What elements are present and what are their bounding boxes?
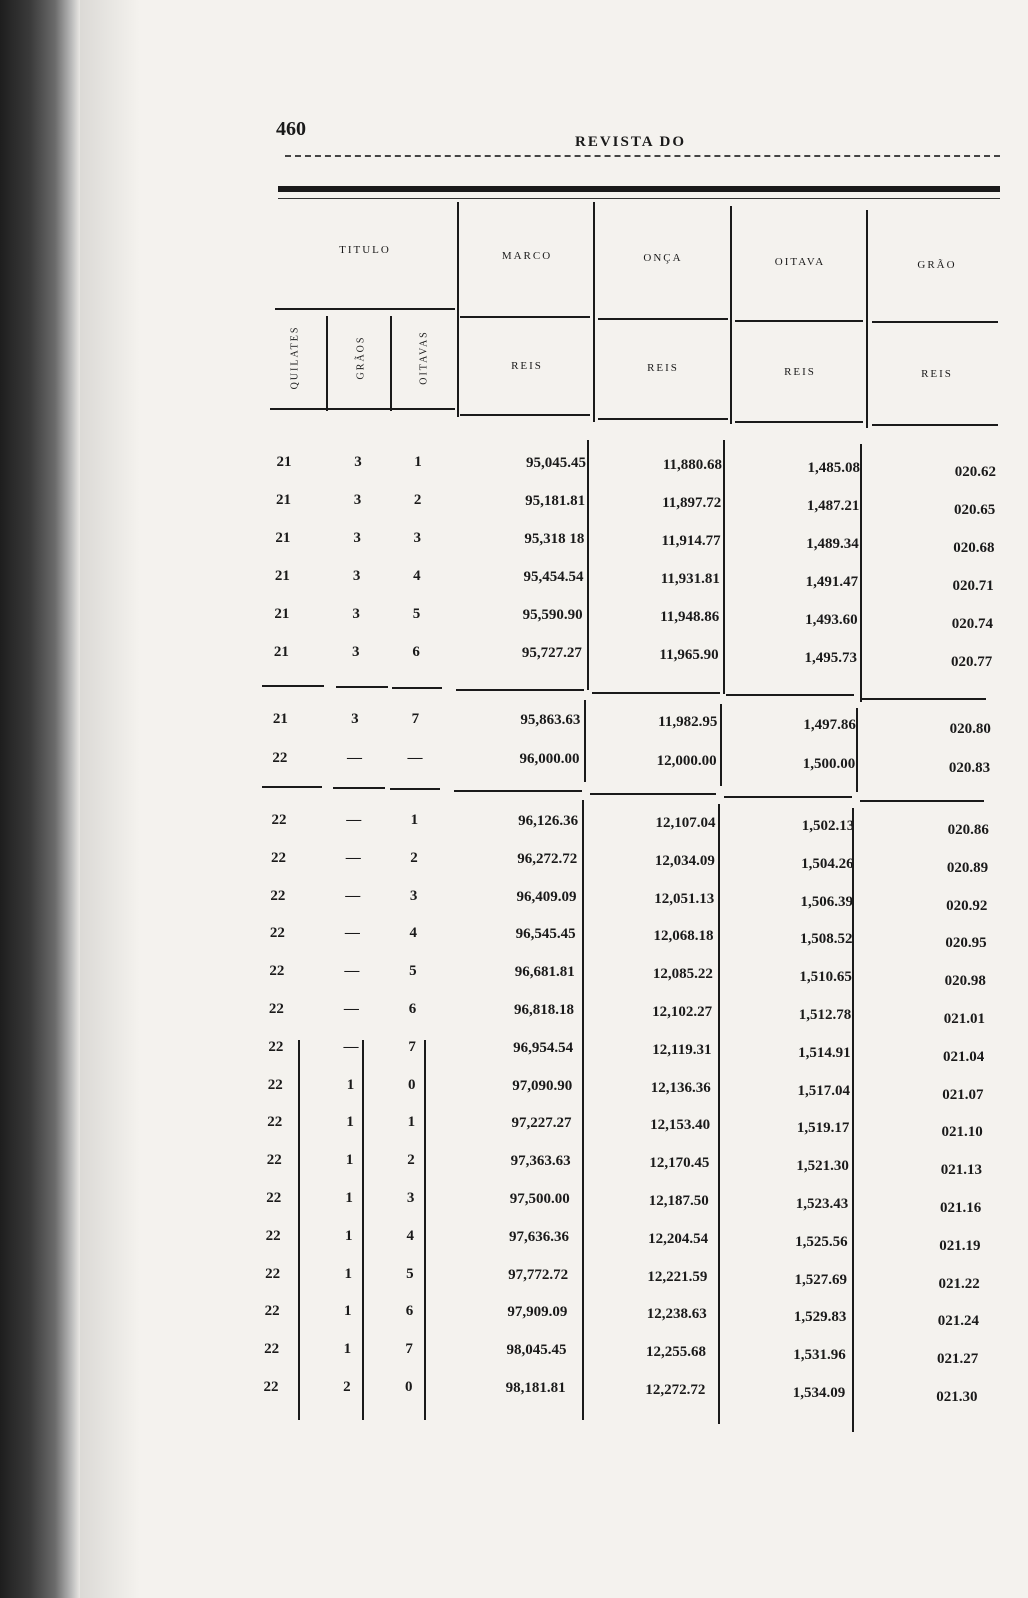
cell-grao: 020.83 — [948, 760, 991, 776]
cell-quilates: 22 — [269, 963, 285, 980]
cell-grao: 020.95 — [945, 935, 987, 952]
grid-line-horizontal — [724, 796, 852, 798]
cell-quilates: 21 — [274, 568, 290, 584]
header-rule — [285, 155, 1000, 157]
header-reis-marco: REIS — [511, 360, 543, 372]
cell-graos: 3 — [354, 454, 362, 470]
grid-line-vertical — [723, 440, 725, 694]
cell-onca: 11,931.81 — [660, 571, 720, 587]
cell-graos: — — [346, 750, 362, 766]
cell-marco: 96,681.81 — [514, 964, 575, 981]
cell-oitava: 1,517.04 — [797, 1082, 851, 1099]
cell-oitava: 1,514.91 — [798, 1044, 851, 1061]
cell-oitavas: 6 — [405, 1303, 414, 1320]
cell-oitava: 1,497.86 — [803, 717, 856, 733]
cell-onca: 12,170.45 — [649, 1155, 710, 1172]
cell-marco: 98,045.45 — [506, 1342, 567, 1359]
cell-grao: 021.22 — [938, 1275, 980, 1292]
cell-marco: 97,909.09 — [507, 1304, 568, 1321]
cell-onca: 12,102.27 — [652, 1004, 713, 1020]
cell-grao: 021.07 — [942, 1086, 984, 1103]
header-reis-onca: REIS — [647, 362, 679, 374]
cell-grao: 020.86 — [947, 822, 989, 838]
grid-line-vertical — [866, 210, 868, 428]
cell-marco: 95,590.90 — [522, 607, 583, 623]
grid-line-horizontal — [454, 790, 582, 792]
cell-quilates: 21 — [272, 711, 288, 727]
header-onca: ONÇA — [643, 252, 683, 264]
cell-graos: 1 — [344, 1303, 352, 1320]
cell-oitavas: 7 — [405, 1341, 413, 1358]
cell-marco: 95,454.54 — [523, 569, 584, 585]
cell-grao: 021.27 — [937, 1351, 979, 1368]
cell-onca: 11,982.95 — [658, 714, 718, 730]
cell-graos: 3 — [351, 644, 360, 660]
cell-onca: 12,238.63 — [646, 1306, 707, 1323]
cell-graos: 1 — [344, 1227, 353, 1244]
grid-line-vertical — [593, 202, 595, 422]
cell-graos: 3 — [352, 606, 360, 622]
cell-marco: 96,000.00 — [519, 751, 580, 767]
grid-line-vertical — [860, 444, 862, 702]
cell-oitavas: 4 — [413, 568, 421, 584]
cell-grao: 021.24 — [937, 1313, 979, 1330]
cell-onca: 11,880.68 — [662, 457, 722, 473]
grid-line-vertical — [457, 202, 459, 417]
grid-line-horizontal — [392, 687, 442, 689]
cell-marco: 97,227.27 — [511, 1115, 572, 1132]
cell-grao: 020.92 — [946, 897, 988, 914]
cell-marco: 95,727.27 — [521, 645, 582, 661]
grid-line-vertical — [720, 704, 722, 786]
grid-line-vertical — [298, 1040, 300, 1420]
cell-quilates: 22 — [268, 1001, 284, 1017]
grid-line-horizontal — [592, 692, 720, 694]
header-reis-oitava: REIS — [784, 366, 816, 378]
cell-grao: 021.01 — [943, 1011, 986, 1027]
cell-marco: 98,181.81 — [505, 1380, 566, 1396]
cell-oitavas: 7 — [411, 711, 420, 727]
grid-line-horizontal — [872, 321, 998, 323]
cell-grao: 020.80 — [949, 721, 991, 737]
grid-line-vertical — [587, 440, 589, 690]
cell-graos: 3 — [353, 530, 361, 546]
cell-oitava: 1,521.30 — [796, 1158, 849, 1175]
cell-oitava: 1,495.73 — [804, 650, 857, 666]
cell-oitava: 1,504.26 — [801, 855, 854, 872]
cell-graos: 1 — [345, 1152, 354, 1169]
cell-oitava: 1,523.43 — [795, 1196, 849, 1212]
cell-onca: 12,255.68 — [646, 1344, 707, 1361]
cell-quilates: 22 — [265, 1265, 281, 1282]
grid-line-horizontal — [456, 689, 584, 691]
cell-marco: 95,318 18 — [524, 531, 585, 547]
cell-grao: 021.04 — [943, 1048, 985, 1065]
header-reis-grao: REIS — [921, 368, 953, 380]
cell-oitavas: 5 — [412, 606, 421, 622]
cell-onca: 12,187.50 — [648, 1193, 709, 1209]
cell-onca: 12,085.22 — [652, 966, 713, 983]
cell-grao: 020.71 — [952, 578, 994, 594]
cell-graos: 1 — [344, 1265, 352, 1282]
cell-oitava: 1,506.39 — [800, 893, 854, 910]
cell-marco: 97,363.63 — [510, 1153, 571, 1170]
cell-graos: — — [345, 849, 361, 866]
cell-quilates: 22 — [268, 1038, 284, 1055]
cell-graos: 1 — [343, 1341, 352, 1358]
cell-oitava: 1,525.56 — [795, 1233, 848, 1250]
header-grao: GRÃO — [917, 259, 957, 271]
cell-graos: 3 — [351, 711, 359, 727]
cell-grao: 021.30 — [936, 1389, 978, 1405]
cell-marco: 95,045.45 — [526, 455, 586, 471]
cell-oitavas: 5 — [409, 963, 417, 980]
cell-grao: 020.68 — [953, 540, 995, 556]
cell-quilates: 21 — [273, 644, 289, 660]
cell-onca: 11,948.86 — [660, 609, 720, 625]
cell-marco: 96,272.72 — [517, 850, 578, 867]
grid-line-vertical — [718, 804, 720, 1424]
cell-graos: 1 — [346, 1114, 354, 1131]
grid-line-horizontal — [872, 424, 998, 426]
cell-grao: 021.19 — [939, 1237, 981, 1254]
cell-onca: 12,000.00 — [656, 753, 717, 769]
cell-graos: — — [343, 1038, 359, 1055]
cell-marco: 97,772.72 — [508, 1266, 569, 1283]
cell-oitava: 1,508.52 — [799, 931, 853, 948]
cell-oitavas: — — [407, 750, 423, 766]
cell-quilates: 21 — [274, 606, 290, 622]
header-marco: MARCO — [501, 250, 553, 262]
grid-line-horizontal — [862, 698, 986, 700]
cell-grao: 021.10 — [941, 1124, 983, 1141]
cell-oitava: 1,519.17 — [796, 1120, 850, 1137]
cell-oitavas: 3 — [413, 530, 421, 546]
cell-quilates: 22 — [264, 1341, 280, 1358]
cell-graos: 3 — [352, 568, 361, 584]
grid-line-vertical — [326, 316, 328, 411]
page-number: 460 — [276, 118, 306, 140]
grid-line-horizontal — [336, 686, 388, 688]
cell-quilates: 22 — [264, 1303, 280, 1320]
cell-quilates: 22 — [270, 849, 286, 866]
cell-marco: 97,636.36 — [508, 1228, 569, 1245]
cell-graos: 1 — [346, 1076, 355, 1093]
cell-grao: 021.16 — [940, 1200, 982, 1216]
cell-oitava: 1,500.00 — [802, 756, 856, 772]
header-graos: GRÃOS — [355, 335, 367, 380]
cell-graos: — — [344, 925, 360, 942]
cell-graos: — — [344, 963, 360, 980]
cell-grao: 021.13 — [940, 1162, 983, 1179]
cell-quilates: 22 — [265, 1227, 281, 1244]
grid-line-horizontal — [275, 308, 455, 310]
cell-marco: 96,954.54 — [513, 1039, 574, 1056]
cell-grao: 020.77 — [950, 654, 993, 670]
cell-quilates: 22 — [272, 750, 288, 766]
grid-line-vertical — [584, 700, 586, 782]
grid-line-horizontal — [598, 418, 728, 420]
grid-line-horizontal — [735, 421, 863, 423]
table-top-rule-thin — [278, 198, 1000, 199]
cell-onca: 12,051.13 — [654, 890, 715, 907]
cell-quilates: 21 — [275, 492, 291, 508]
grid-line-horizontal — [735, 320, 863, 322]
cell-onca: 12,272.72 — [645, 1382, 706, 1398]
grid-line-horizontal — [590, 793, 716, 795]
grid-line-vertical — [856, 708, 858, 792]
cell-onca: 11,914.77 — [661, 533, 721, 549]
cell-oitavas: 2 — [407, 1152, 415, 1169]
cell-quilates: 22 — [263, 1379, 279, 1395]
cell-oitava: 1,510.65 — [799, 969, 852, 986]
cell-oitavas: 2 — [410, 849, 418, 866]
cell-oitavas: 7 — [408, 1038, 416, 1055]
grid-line-horizontal — [262, 786, 322, 788]
cell-oitavas: 3 — [406, 1190, 415, 1206]
cell-quilates: 21 — [275, 530, 291, 546]
gutter-shadow — [80, 0, 140, 1598]
cell-oitavas: 6 — [408, 1001, 417, 1017]
grid-line-horizontal — [333, 787, 385, 789]
header-titulo: TITULO — [339, 244, 391, 256]
cell-quilates: 22 — [270, 887, 286, 904]
cell-marco: 96,545.45 — [515, 926, 576, 943]
cell-marco: 96,818.18 — [513, 1002, 574, 1018]
cell-onca: 12,119.31 — [652, 1041, 712, 1058]
book-spine-shadow — [0, 0, 80, 1598]
grid-line-horizontal — [390, 788, 440, 790]
cell-oitava: 1,529.83 — [793, 1309, 847, 1326]
grid-line-horizontal — [598, 318, 728, 320]
header-oitavas: OITAVAS — [418, 330, 430, 385]
cell-quilates: 22 — [266, 1190, 282, 1206]
grid-line-horizontal — [860, 800, 984, 802]
running-head: REVISTA DO — [575, 134, 686, 150]
cell-quilates: 22 — [267, 1114, 283, 1131]
table-top-rule-thick — [278, 186, 1000, 192]
cell-quilates: 22 — [269, 925, 285, 942]
cell-quilates: 22 — [267, 1076, 283, 1093]
cell-marco: 97,090.90 — [512, 1077, 573, 1094]
cell-grao: 020.65 — [953, 502, 996, 518]
cell-onca: 12,153.40 — [650, 1117, 711, 1134]
cell-oitavas: 2 — [413, 492, 422, 508]
cell-onca: 12,068.18 — [653, 928, 714, 945]
header-quilates: QUILATES — [289, 325, 301, 390]
cell-oitavas: 4 — [409, 925, 418, 942]
grid-line-horizontal — [270, 408, 455, 410]
cell-oitavas: 5 — [406, 1265, 414, 1282]
cell-oitavas: 1 — [414, 454, 422, 470]
cell-onca: 12,204.54 — [648, 1230, 709, 1247]
cell-marco: 95,863.63 — [520, 712, 581, 728]
cell-oitava: 1,489.34 — [806, 536, 859, 552]
cell-oitavas: 0 — [405, 1379, 413, 1395]
cell-oitava: 1,527.69 — [794, 1271, 847, 1288]
cell-oitava: 1,512.78 — [798, 1007, 852, 1023]
cell-quilates: 21 — [276, 454, 292, 470]
cell-oitava: 1,485.08 — [807, 460, 860, 476]
cell-marco: 96,126.36 — [518, 813, 579, 829]
cell-oitavas: 0 — [408, 1076, 416, 1093]
grid-line-horizontal — [460, 414, 590, 416]
cell-graos: 2 — [343, 1379, 351, 1395]
cell-oitavas: 1 — [407, 1114, 416, 1131]
cell-oitava: 1,531.96 — [793, 1347, 846, 1364]
cell-grao: 020.98 — [944, 973, 986, 990]
cell-oitavas: 6 — [412, 644, 420, 660]
cell-oitava: 1,534.09 — [792, 1385, 846, 1401]
grid-line-vertical — [730, 206, 732, 424]
cell-graos: — — [343, 1001, 359, 1017]
cell-oitava: 1,487.21 — [806, 498, 860, 514]
cell-quilates: 22 — [271, 812, 287, 828]
cell-onca: 12,034.09 — [654, 852, 715, 869]
cell-oitavas: 1 — [410, 812, 419, 828]
cell-oitava: 1,502.13 — [801, 818, 855, 834]
cell-graos: — — [346, 812, 362, 828]
cell-onca: 11,965.90 — [659, 647, 719, 663]
cell-grao: 020.74 — [951, 616, 993, 632]
cell-grao: 020.62 — [954, 464, 996, 480]
cell-onca: 12,107.04 — [655, 815, 716, 831]
cell-onca: 11,897.72 — [662, 495, 722, 511]
cell-marco: 95,181.81 — [525, 493, 586, 509]
grid-line-vertical — [582, 800, 584, 1420]
grid-line-vertical — [390, 316, 392, 411]
grid-line-horizontal — [262, 685, 324, 687]
cell-oitava: 1,491.47 — [805, 574, 859, 590]
cell-oitava: 1,493.60 — [805, 612, 858, 628]
grid-line-horizontal — [460, 316, 590, 318]
cell-oitavas: 3 — [409, 887, 418, 904]
cell-graos: 3 — [353, 492, 362, 508]
cell-marco: 97,500.00 — [509, 1191, 570, 1207]
cell-onca: 12,136.36 — [650, 1079, 711, 1096]
header-oitava: OITAVA — [774, 256, 826, 268]
cell-onca: 12,221.59 — [647, 1268, 708, 1285]
grid-line-horizontal — [726, 694, 854, 696]
cell-oitavas: 4 — [406, 1227, 414, 1244]
cell-graos: — — [345, 887, 361, 904]
cell-graos: 1 — [345, 1190, 353, 1206]
cell-quilates: 22 — [266, 1152, 282, 1169]
cell-grao: 020.89 — [946, 859, 989, 876]
cell-marco: 96,409.09 — [516, 888, 577, 905]
